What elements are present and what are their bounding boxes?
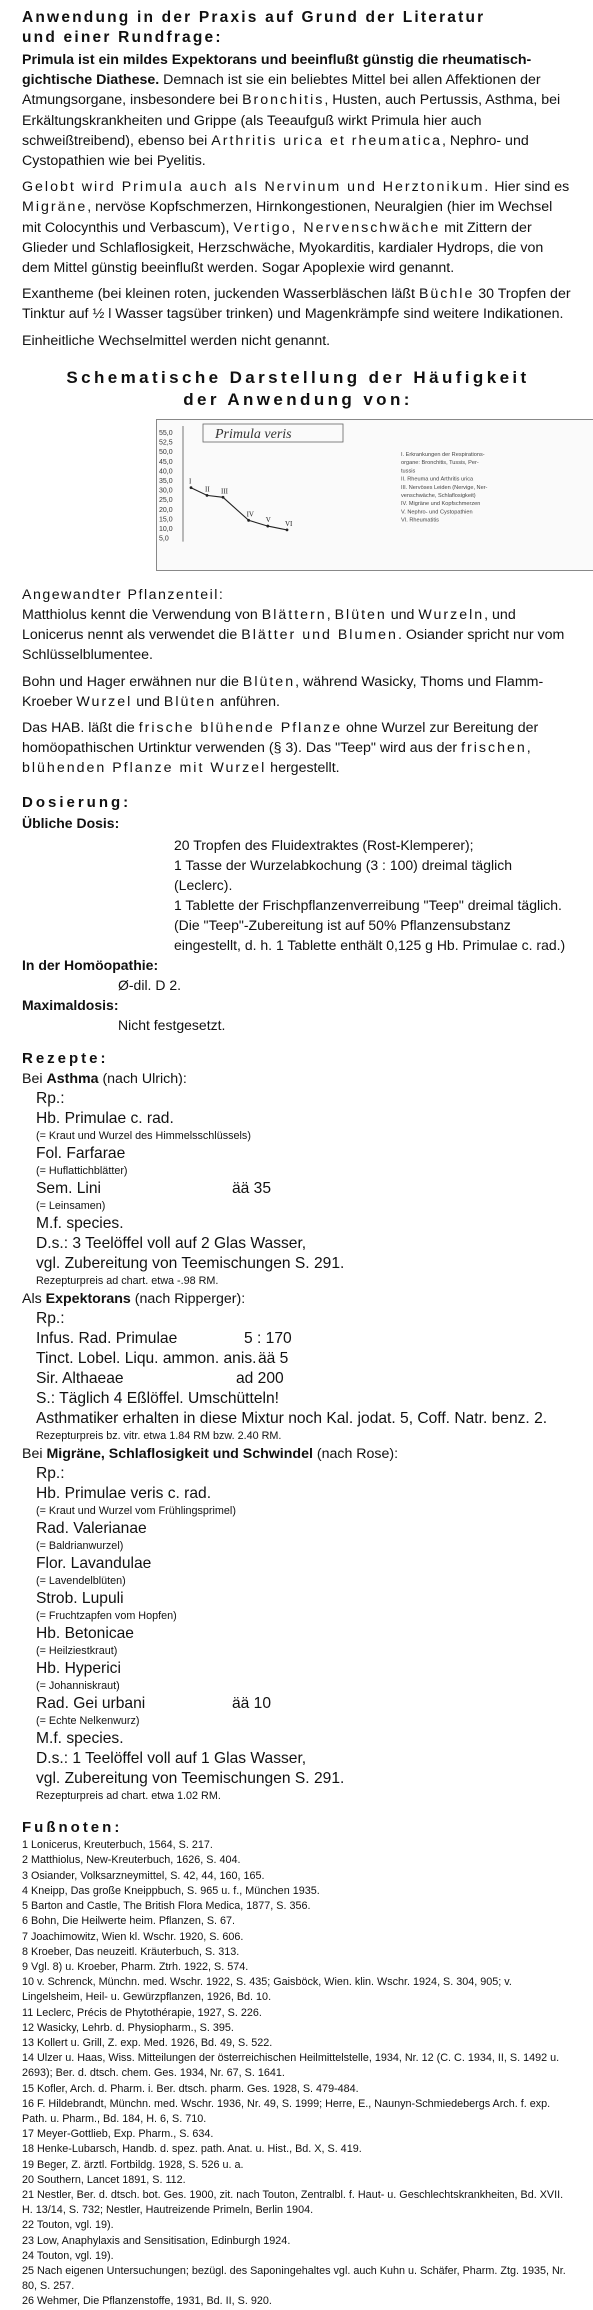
footnote-item: 21 Nestler, Ber. d. dtsch. bot. Ges. 1900, zit. nach Touton, Zentralbl. f. Haut- u. Geschlechtskrankheiten, Bd. XVII. H. 13/14, S. 732; Nestler, Hautreizende Primeln, Berlin 1904. xyxy=(22,2188,564,2217)
rezept-price: Rezepturpreis bz. vitr. etwa 1.84 RM bzw. 2.40 RM. xyxy=(36,1430,282,1443)
schematic-title-line-2: der Anwendung von: xyxy=(183,389,413,409)
pt-p3-a: Das HAB. läßt die xyxy=(22,720,139,737)
footnote-item: 22 Touton, vgl. 19). xyxy=(22,2219,114,2232)
spaced-frische: frische blühende Pflanze xyxy=(138,720,343,737)
pt-p1-e: . Osiander spricht nur vom Schlüsselblumentee. xyxy=(22,627,565,664)
rezept-migraene-items xyxy=(22,1484,574,1804)
footnote-item: 19 Beger, Z. ärztl. Fortbildg. 1928, S. 526 u. a. xyxy=(22,2158,244,2171)
legend-entry: IV. Migräne und Kopfschmerzen xyxy=(401,501,481,508)
chart-title: Primula veris xyxy=(215,426,292,442)
y-tick-label: 55,0 xyxy=(159,429,173,437)
migr-intro-a: Bei xyxy=(22,1446,47,1463)
data-point xyxy=(222,496,225,499)
rezept-item-name: Infus. Rad. Primulae xyxy=(36,1330,178,1348)
spaced-vertigo: Vertigo, Nervenschwäche xyxy=(233,219,441,236)
rezept-ds: vgl. Zubereitung von Teemischungen S. 291. xyxy=(36,1770,345,1788)
uebliche-line: 1 Tasse der Wurzelabkochung (3 : 100) dreimal täglich xyxy=(174,856,512,873)
para2-b: , nervöse Kopfschmerzen, Hirnkongestionen, Neuralgien (hier im Wechsel mit Colocynthis und Verbascum), xyxy=(22,199,553,236)
rezept-migraene-rp: Rp.: xyxy=(36,1465,65,1483)
spaced-frischen: frischen, blühenden Pflanze mit Wurzel xyxy=(22,740,533,777)
expek-intro-b: Expektorans xyxy=(45,1290,131,1307)
footnote-item: 1 Lonicerus, Kreuterbuch, 1564, S. 217. xyxy=(22,1839,213,1852)
spaced-arthritis: Arthritis urica et rheumatica xyxy=(211,132,442,149)
point-label: IV xyxy=(246,510,254,519)
y-tick-label: 35,0 xyxy=(159,477,173,485)
rezept-item-name: Hb. Primulae c. rad. xyxy=(36,1109,174,1127)
uebliche-line: 1 Tablette der Frischpflanzenverreibung "Teep" dreimal täglich. xyxy=(174,896,562,913)
pt-p1-d: , und Lonicerus nennt als verwendet die xyxy=(22,607,516,644)
legend-entry: organe: Bronchitis, Tussis, Per- xyxy=(401,460,479,467)
footnote-item: 24 Touton, vgl. 19). xyxy=(22,2249,114,2262)
maximaldosis-label: Maximaldosis: xyxy=(22,996,119,1013)
dosierung-heading: Dosierung: xyxy=(22,793,132,811)
uebliche-dosis-label: Übliche Dosis: xyxy=(22,814,120,831)
pt-p3-b: ohne Wurzel zur Bereitung der homöopathischen Urtinktur verwenden (§ 3). Das "Teep" wird aus der xyxy=(22,720,539,757)
spaced-bronchitis: Bronchitis xyxy=(242,92,325,109)
para1-text: Demnach ist sie ein beliebtes Mittel bei allen Affektionen der Atmungsorgane, insbesondere bei xyxy=(22,72,541,109)
document-page xyxy=(22,8,574,2310)
rezept-item-note: (= Leinsamen) xyxy=(36,1199,106,1212)
rezept-asthma-intro xyxy=(22,1069,574,1089)
uebliche-line: 20 Tropfen des Fluidextraktes (Rost-Klemperer); xyxy=(174,836,474,853)
intro-paragraph-4: Einheitliche Wechselmittel werden nicht genannt. xyxy=(22,332,331,349)
footnote-item: 20 Southern, Lancet 1891, S. 112. xyxy=(22,2173,186,2186)
fussnoten-heading: Fußnoten: xyxy=(22,1819,123,1837)
legend-entry: VI. Rheumatitis xyxy=(401,517,439,524)
migr-intro-b: Migräne, Schlaflosigkeit und Schwindel xyxy=(46,1446,313,1463)
footnote-item: 3 Osiander, Volksarzneymittel, S. 42, 44, 160, 165. xyxy=(22,1869,265,1882)
footnote-item: 18 Henke-Lubarsch, Handb. d. spez. path. Anat. u. Hist., Bd. X, S. 419. xyxy=(22,2143,362,2156)
data-point xyxy=(206,494,209,497)
footnote-item: 9 Vgl. 8) u. Kroeber, Pharm. Ztrh. 1922, S. 574. xyxy=(22,1960,249,1973)
rezept-species: M.f. species. xyxy=(36,1214,124,1232)
rezept-species: M.f. species. xyxy=(36,1730,124,1748)
rezepte-heading: Rezepte: xyxy=(22,1049,109,1067)
rezept-asthma-rp: Rp.: xyxy=(36,1089,65,1107)
rezept-ds: vgl. Zubereitung von Teemischungen S. 291. xyxy=(36,1254,345,1272)
spaced-blueten-2: Blüten xyxy=(242,673,296,690)
para2-a: Hier sind es xyxy=(490,179,570,196)
y-tick-label: 45,0 xyxy=(159,458,173,466)
footnote-item: 11 Leclerc, Précis de Phytothérapie, 1927, S. 226. xyxy=(22,2006,262,2019)
rezept-item-note: (= Huflattichblätter) xyxy=(36,1164,128,1177)
rezept-item-row xyxy=(36,1349,574,1369)
data-point xyxy=(286,528,289,531)
rezept-item-name: Rad. Valerianae xyxy=(36,1520,147,1538)
spaced-blueten-3: Blüten xyxy=(163,693,217,710)
schematic-title xyxy=(22,367,574,411)
rezept-item-note: (= Echte Nelkenwurz) xyxy=(36,1715,140,1728)
pflanzenteil-paragraph-1 xyxy=(22,605,574,666)
expek-intro-c: (nach Ripperger): xyxy=(130,1290,246,1307)
spaced-migraene: Migräne xyxy=(22,199,88,216)
para1-mid: , Husten, auch Pertussis, Asthma, bei Erkältungskrankheiten und Grippe (als Teeaufguß wirkt Primula hier auch schweißtreibend), ebenso bei xyxy=(22,92,561,149)
rezept-item-row xyxy=(36,1369,574,1389)
spaced-blaetter-blumen: Blätter und Blumen xyxy=(241,627,398,644)
pt-p1-b: , xyxy=(326,607,335,624)
y-tick-label: 5,0 xyxy=(159,535,169,543)
spaced-wurzeln: Wurzeln xyxy=(418,607,485,624)
rezept-s-line: S.: Täglich 4 Eßlöffel. Umschütteln! xyxy=(36,1390,279,1408)
rezept-price: Rezepturpreis ad chart. etwa -.98 RM. xyxy=(36,1274,219,1287)
rezept-item-note: (= Fruchtzapfen vom Hopfen) xyxy=(36,1610,177,1623)
point-label: I xyxy=(189,477,192,486)
rezept-item-name: Tinct. Lobel. Liqu. ammon. anis. xyxy=(36,1350,257,1368)
uebliche-line: (Die "Teep"-Zubereitung ist auf 50% Pflanzensubstanz xyxy=(174,916,511,933)
spaced-buechle: Büchle xyxy=(418,286,475,303)
asthma-intro-a: Bei xyxy=(22,1070,47,1087)
rezept-item-name: Sem. Lini xyxy=(36,1179,102,1197)
asthma-intro-c: (nach Ulrich): xyxy=(98,1070,187,1087)
rezept-asthmatiker: Asthmatiker erhalten in diese Mixtur noch Kal. jodat. 5, Coff. Natr. benz. 2. xyxy=(36,1410,548,1428)
rezept-item-name: Sir. Althaeae xyxy=(36,1370,124,1388)
y-tick-label: 30,0 xyxy=(159,487,173,495)
y-tick-label: 52,5 xyxy=(159,439,173,447)
y-tick-label: 20,0 xyxy=(159,506,173,514)
frequency-chart xyxy=(156,419,593,571)
uebliche-line: eingestellt, d. h. 1 Tablette enthält 0,125 g Hb. Primulae c. rad.) xyxy=(174,936,566,953)
rezept-item-qty: ad 200 xyxy=(236,1370,284,1388)
spaced-blaettern: Blättern xyxy=(261,607,327,624)
intro-paragraph-2 xyxy=(22,177,574,278)
point-label: VI xyxy=(285,519,293,528)
pt-p1-a: Matthiolus kennt die Verwendung von xyxy=(22,607,262,624)
rezept-item-name: Fol. Farfarae xyxy=(36,1144,126,1162)
heading-line-1: Anwendung in der Praxis auf Grund der Literatur xyxy=(22,9,486,26)
footnote-item: 5 Barton and Castle, The British Flora Medica, 1877, S. 356. xyxy=(22,1900,311,1913)
para3-a: Exantheme (bei kleinen roten, juckenden Wasserbläschen läßt xyxy=(22,286,419,303)
rezept-item-name: Flor. Lavandulae xyxy=(36,1555,152,1573)
rezept-item-note: (= Lavendelblüten) xyxy=(36,1575,126,1588)
data-point xyxy=(247,519,250,522)
footnote-item: 17 Meyer-Gottlieb, Exp. Pharm., S. 634. xyxy=(22,2128,214,2141)
footnote-list xyxy=(22,1838,574,2309)
legend-entry: tussis xyxy=(401,468,416,475)
pt-p2-c: und xyxy=(132,693,164,710)
series-line xyxy=(191,488,287,530)
pt-p1-c: und xyxy=(386,607,419,624)
rezept-item-qty: 5 : 170 xyxy=(244,1330,292,1348)
frequency-chart-svg xyxy=(157,420,593,570)
y-tick-label: 25,0 xyxy=(159,497,173,505)
maximaldosis-value: Nicht festgesetzt. xyxy=(118,1016,226,1033)
schematic-title-line-1: Schematische Darstellung der Häufigkeit xyxy=(66,367,530,387)
footnote-item: 6 Bohn, Die Heilwerte heim. Pflanzen, S. 67. xyxy=(22,1915,236,1928)
footnote-item: 14 Ulzer u. Haas, Wiss. Mitteilungen der österreichischen Heilmittelstelle, 1934, Nr. 12 (C. C. 1934, II, S. 1492 u. 2693); Ber. d. dtsch. chem. Ges. 1934, Nr. 67, S. 1641. xyxy=(22,2052,560,2080)
section-heading-praxis xyxy=(22,8,574,48)
point-label: II xyxy=(205,485,210,494)
data-point xyxy=(266,525,269,528)
footnote-item: 4 Kneipp, Das große Kneippbuch, S. 965 u. f., München 1935. xyxy=(22,1884,320,1897)
pt-p3-c: hergestellt. xyxy=(266,760,340,777)
rezept-item-name: Hb. Hyperici xyxy=(36,1660,121,1678)
rezept-item-row xyxy=(36,1179,574,1199)
footnote-item: 12 Wasicky, Lehrb. d. Physiopharm., S. 395. xyxy=(22,2021,234,2034)
rezept-asthma-items xyxy=(22,1109,574,1289)
homoeopathie-value: Ø-dil. D 2. xyxy=(118,976,182,993)
intro-paragraph-3 xyxy=(22,284,574,324)
point-label: V xyxy=(265,515,271,524)
pflanzenteil-paragraph-2 xyxy=(22,672,574,712)
legend-entry: II. Rheuma und Arthritis urica xyxy=(401,476,474,483)
y-tick-label: 40,0 xyxy=(159,468,173,476)
rezept-price: Rezepturpreis ad chart. etwa 1.02 RM. xyxy=(36,1790,221,1803)
legend-entry: I. Erkrankungen der Respirations- xyxy=(401,451,485,458)
pflanzenteil-heading: Angewandter Pflanzenteil: xyxy=(22,586,225,603)
intro-paragraph-1 xyxy=(22,50,574,171)
spaced-wurzel: Wurzel xyxy=(76,693,133,710)
asthma-intro-b: Asthma xyxy=(46,1070,99,1087)
rezept-item-note: (= Kraut und Wurzel des Himmelsschlüssels) xyxy=(36,1129,251,1142)
migr-intro-c: (nach Rose): xyxy=(312,1446,399,1463)
footnote-item: 8 Kroeber, Das neuzeitl. Kräuterbuch, S. 313. xyxy=(22,1945,240,1958)
para1-end: , Nephro- und Cystopathien wie bei Pyelitis. xyxy=(22,132,529,170)
rezept-item-note: (= Johanniskraut) xyxy=(36,1680,120,1693)
rezept-item-qty: ää 10 xyxy=(232,1695,272,1713)
data-point xyxy=(190,486,193,489)
expek-intro-a: Als xyxy=(22,1290,46,1307)
pt-p2-d: anführen. xyxy=(216,693,281,710)
spaced-gelobt: Gelobt wird Primula auch als Nervinum und Herztonikum. xyxy=(22,179,491,196)
homoeopathie-label: In der Homöopathie: xyxy=(22,956,159,973)
rezept-expektorans-items xyxy=(22,1329,574,1444)
rezept-item-note: (= Baldrianwurzel) xyxy=(36,1540,124,1553)
rezept-item-row xyxy=(36,1329,574,1349)
y-tick-label: 15,0 xyxy=(159,516,173,524)
footnote-item: 10 v. Schrenck, Münchn. med. Wschr. 1922, S. 435; Gaisböck, Wien. klin. Wschr. 1924, S. 304, 905; v. Lingelsheim, Heil- u. Gewürzpflanzen, 1926, Bd. 10. xyxy=(22,1976,512,2004)
rezept-ds: D.s.: 1 Teelöffel voll auf 1 Glas Wasser, xyxy=(36,1750,307,1768)
rezept-item-qty: ää 5 xyxy=(258,1350,289,1368)
uebliche-dosis-lines xyxy=(22,835,574,955)
spaced-blueten: Blüten xyxy=(334,607,387,624)
rezept-ds: D.s.: 3 Teelöffel voll auf 2 Glas Wasser, xyxy=(36,1234,307,1252)
footnote-item: 25 Nach eigenen Untersuchungen; bezügl. des Saponingehaltes vgl. auch Kuhn u. Schäfer, Pharm. Ztg. 1935, Nr. 80, S. 257. xyxy=(22,2264,566,2293)
pt-p2-a: Bohn und Hager erwähnen nur die xyxy=(22,673,243,690)
para3-b: 30 Tropfen der Tinktur auf ½ l Wasser tagsüber trinken) und Magenkrämpfe sind weitere Indikationen. xyxy=(22,286,571,323)
rezept-item-note: (= Heilziestkraut) xyxy=(36,1645,118,1658)
rezept-migraene-intro xyxy=(22,1444,574,1464)
footnote-item: 15 Kofler, Arch. d. Pharm. i. Ber. dtsch. pharm. Ges. 1928, S. 479-484. xyxy=(22,2082,359,2095)
pflanzenteil-paragraph-3 xyxy=(22,718,574,779)
legend-entry: V. Nephro- und Cystopathien xyxy=(401,509,473,516)
footnote-item: 16 F. Hildebrandt, Münchn. med. Wschr. 1936, Nr. 49, S. 1999; Herre, E., Naunyn-Schmiedebergs Arch. f. exp. Path. u. Pharm., Bd. 184, H. 6, S. 710. xyxy=(22,2097,551,2125)
pt-p2-b: , während Wasicky, Thoms und Flamm-Kroeber xyxy=(22,673,544,710)
footnote-item: 7 Joachimowitz, Wien kl. Wschr. 1920, S. 606. xyxy=(22,1930,244,1943)
rezept-item-qty: ää 35 xyxy=(232,1179,272,1197)
bold-statement-2: gichtische Diathese. xyxy=(22,72,160,89)
rezept-item-name: Strob. Lupuli xyxy=(36,1590,124,1608)
rezept-item-note: (= Kraut und Wurzel vom Frühlingsprimel) xyxy=(36,1505,236,1518)
bold-statement: Primula ist ein mildes Expektorans und beeinflußt günstig die rheumatisch- xyxy=(22,52,532,68)
footnote-item: 23 Low, Anaphylaxis and Sensitisation, Edinburgh 1924. xyxy=(22,2234,291,2247)
footnote-item: 26 Wehmer, Die Pflanzenstoffe, 1931, Bd. II, S. 920. xyxy=(22,2295,272,2308)
y-tick-label: 50,0 xyxy=(159,449,173,457)
heading-line-2: und einer Rundfrage: xyxy=(22,29,223,46)
rezept-item-name: Rad. Gei urbani xyxy=(36,1695,146,1713)
legend-entry: III. Nervöses Leiden (Nervige, Ner- xyxy=(401,484,488,491)
rezept-item-name: Hb. Betonicae xyxy=(36,1625,134,1643)
rezept-expektorans-intro xyxy=(22,1289,574,1309)
footnote-item: 2 Matthiolus, New-Kreuterbuch, 1626, S. 404. xyxy=(22,1854,241,1867)
rezept-item-name: Hb. Primulae veris c. rad. xyxy=(36,1485,212,1503)
point-label: III xyxy=(221,487,228,496)
para2-c: mit Zittern der Glieder und Schlaflosigkeit, Herzschwäche, Myokarditis, kardialer Hydrops, die von dem Mittel günstig beeinflußt werden. Sogar Apoplexie wird genannt. xyxy=(22,219,544,277)
rezept-item-row xyxy=(36,1694,574,1714)
y-tick-label: 10,0 xyxy=(159,525,173,533)
uebliche-line: (Leclerc). xyxy=(174,876,233,893)
legend-entry: venschwäche, Schlaflosigkeit) xyxy=(401,492,476,499)
rezept-expektorans-rp: Rp.: xyxy=(36,1310,65,1328)
footnote-item: 13 Kollert u. Grill, Z. exp. Med. 1926, Bd. 49, S. 522. xyxy=(22,2036,273,2049)
